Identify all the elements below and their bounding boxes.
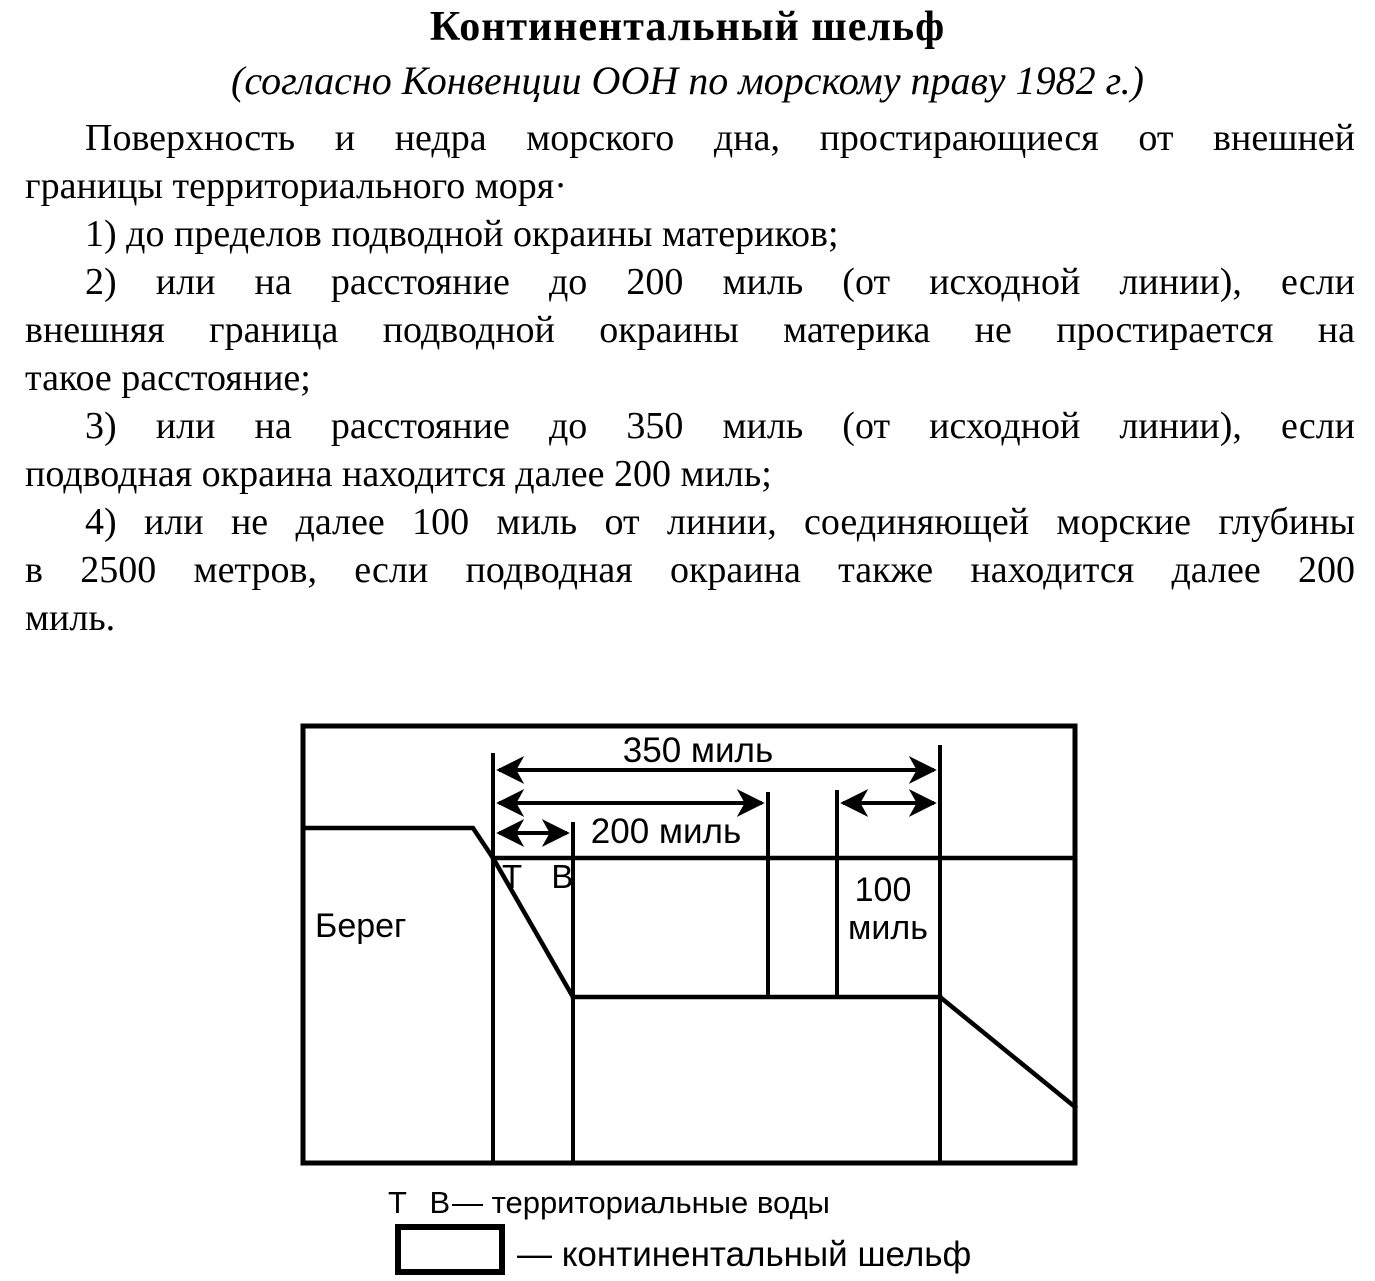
page-title: Континентальный шельф [429, 4, 946, 50]
label-shore: Берег [315, 907, 407, 945]
label-territorial-waters: Т В [502, 858, 584, 895]
text-line: такое расстояние; [25, 357, 311, 399]
text-line: подводная окраина находится далее 200 миль; [25, 453, 772, 495]
text-line: в 2500 метров, если подводная окраина также находится далее 200 [25, 549, 1355, 591]
diagram-lines [303, 726, 1075, 1163]
coastline [303, 828, 493, 858]
text-line: внешняя граница подводной окраины материка не простирается на [25, 309, 1355, 351]
legend-shelf-desc: — континентальный шельф [517, 1235, 972, 1274]
legend-tb-key: Т В [388, 1185, 458, 1220]
text-line: 1) до пределов подводной окраины материков; [85, 213, 839, 255]
legend-tb-desc: — территориальные воды [452, 1185, 830, 1220]
label-350-mile: 350 миль [622, 731, 774, 770]
continental-slope-right [940, 997, 1075, 1107]
text-line: 2) или на расстояние до 200 миль (от исходной линии), если [85, 261, 1355, 303]
text-line: 3) или на расстояние до 350 миль (от исходной линии), если [85, 405, 1355, 447]
label-100-mile-value: 100 [854, 871, 912, 909]
text-line: границы территориального моря· [25, 165, 567, 207]
text-line: 4) или не далее 100 миль от линии, соединяющей морские глубины [85, 501, 1355, 543]
page-subtitle: (согласно Конвенции ООН по морскому праву 1982 г.) [231, 58, 1144, 103]
diagram-frame [303, 726, 1075, 1163]
diagram-legend [388, 1185, 971, 1274]
text-line: миль. [25, 597, 116, 639]
text-line: Поверхность и недра морского дна, простирающиеся от внешней [85, 117, 1355, 159]
label-200-mile: 200 миль [590, 812, 742, 851]
label-100-mile-unit: миль [848, 909, 928, 947]
legend-shelf-swatch [398, 1227, 502, 1272]
